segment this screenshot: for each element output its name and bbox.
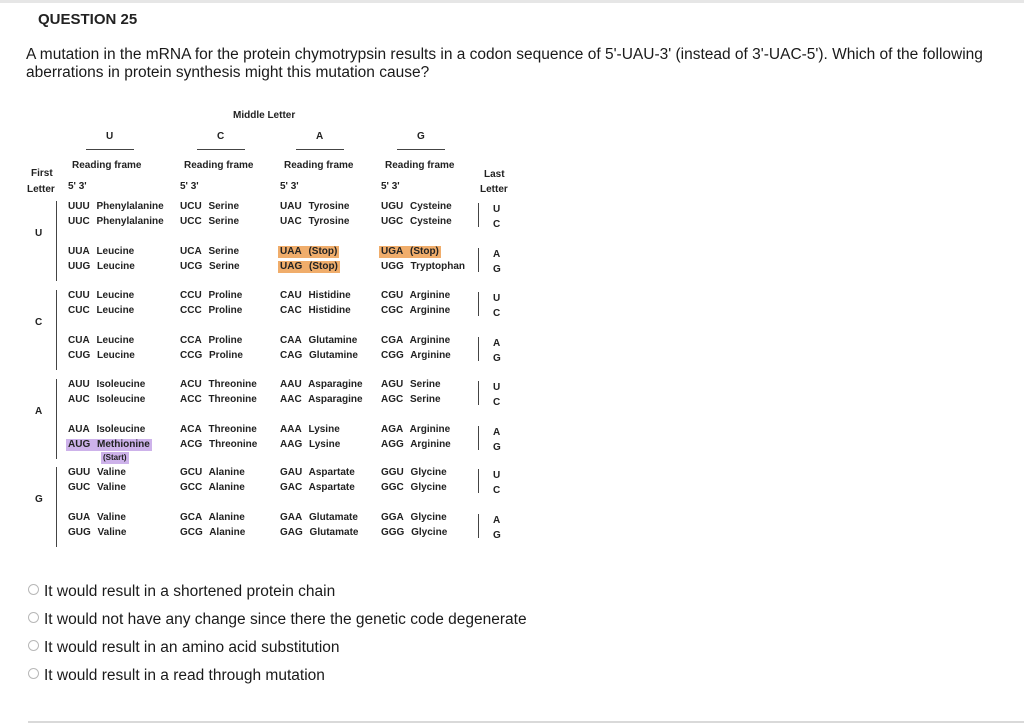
codon-cell [278, 246, 339, 258]
codon: UCC [180, 216, 202, 227]
amino-acid: Tyrosine [305, 216, 350, 227]
codon: GCU [180, 467, 203, 478]
codon: GUC [68, 482, 91, 493]
amino-acid: (Stop) [407, 246, 439, 257]
codon-cell [381, 394, 441, 406]
last-letter: C [493, 397, 501, 408]
amino-acid: Valine [94, 482, 126, 493]
codon: CUC [68, 305, 90, 316]
amino-acid: Aspartate [306, 482, 355, 493]
last-letter: A [493, 338, 501, 349]
codon-cell [68, 482, 126, 494]
amino-acid: Histidine [305, 290, 351, 301]
codon: UCU [180, 201, 202, 212]
codon: UUA [68, 246, 90, 257]
middle-letter-underline [197, 149, 245, 150]
middle-letter: C [217, 131, 225, 142]
amino-acid: Isoleucine [93, 424, 146, 435]
last-letter: G [493, 353, 501, 364]
codon: GAA [280, 512, 303, 523]
answer-option[interactable] [28, 638, 728, 658]
codon: CCG [180, 350, 203, 361]
last-letter: A [493, 427, 501, 438]
amino-acid: Phenylalanine [93, 216, 164, 227]
reading-direction-label: 5' 3' [68, 181, 87, 192]
amino-acid: Proline [205, 305, 243, 316]
codon: UCG [180, 261, 203, 272]
amino-acid: Glycine [408, 527, 448, 538]
amino-acid: Glutamine [305, 335, 358, 346]
codon-cell [180, 527, 245, 539]
codon-cell [381, 290, 450, 302]
codon: GGA [381, 512, 404, 523]
reading-direction-label: 5' 3' [180, 181, 199, 192]
codon-cell [180, 379, 257, 391]
amino-acid: Threonine [205, 394, 257, 405]
amino-acid: Arginine [407, 439, 451, 450]
amino-acid: Leucine [94, 261, 135, 272]
amino-acid: Asparagine [305, 394, 363, 405]
codon-cell [278, 261, 340, 273]
first-letter-bracket [56, 467, 57, 547]
reading-frame-label: Reading frame [385, 160, 455, 171]
reading-frame-label: Reading frame [284, 160, 354, 171]
codon: CCA [180, 335, 202, 346]
codon: GGU [381, 467, 404, 478]
amino-acid: Histidine [305, 305, 351, 316]
amino-acid: Glycine [407, 467, 447, 478]
codon-cell [68, 305, 134, 317]
codon-cell [381, 467, 447, 479]
middle-letter-underline [397, 149, 445, 150]
last-letter-bracket [478, 514, 479, 538]
codon: AGU [381, 379, 404, 390]
codon-cell [180, 482, 245, 494]
answer-option-label: It would not have any change since there the genetic code degenerate [44, 611, 527, 628]
codon: GCA [180, 512, 203, 523]
codon-cell [180, 512, 245, 524]
last-letter: G [493, 264, 501, 275]
codon-cell [180, 335, 242, 347]
codon-cell [381, 527, 447, 539]
codon-cell [280, 305, 351, 317]
last-letter: U [493, 382, 501, 393]
last-letter-bracket [478, 203, 479, 227]
codon: AAA [280, 424, 302, 435]
codon: UGC [381, 216, 404, 227]
codon: UUU [68, 201, 90, 212]
amino-acid: Leucine [93, 335, 135, 346]
codon-cell [381, 201, 452, 213]
codon-cell [68, 394, 145, 406]
codon: GCC [180, 482, 203, 493]
codon-cell [381, 335, 450, 347]
last-letter-bracket [478, 248, 479, 272]
amino-acid: Phenylalanine [93, 201, 164, 212]
codon-cell [68, 512, 126, 524]
codon-cell [180, 439, 257, 451]
codon: UGG [381, 261, 404, 272]
middle-letter: U [106, 131, 114, 142]
amino-acid: Leucine [93, 246, 135, 257]
codon: UAU [280, 201, 302, 212]
codon: AUC [68, 394, 90, 405]
codon-cell [68, 467, 126, 479]
codon-cell [381, 424, 450, 436]
codon-cell [280, 394, 363, 406]
codon-cell [381, 305, 450, 317]
codon: CUG [68, 350, 91, 361]
amino-acid: Arginine [407, 305, 451, 316]
answer-option-label: It would result in a read through mutation [44, 667, 325, 684]
codon-cell [379, 246, 441, 258]
codon-cell [381, 482, 447, 494]
codon: ACC [180, 394, 202, 405]
codon: CAA [280, 335, 302, 346]
codon: GAU [280, 467, 303, 478]
question-text: A mutation in the mRNA for the protein chymotrypsin results in a codon sequence of 5'-UAU-3' (instead of 3'-UAC-5'). Which of the following aberrations in protein synthesis might this mutation cause? [26, 46, 983, 81]
codon-cell [180, 424, 257, 436]
codon: GUG [68, 527, 91, 538]
amino-acid: Arginine [407, 290, 451, 301]
bottom-divider [28, 721, 1024, 723]
codon-cell [180, 201, 239, 213]
codon-cell [180, 305, 242, 317]
codon: AAC [280, 394, 302, 405]
codon: AGG [381, 439, 404, 450]
codon: CAC [280, 305, 302, 316]
codon: CUA [68, 335, 90, 346]
codon: AUG [68, 439, 91, 450]
amino-acid: Glutamine [306, 350, 358, 361]
amino-acid: Serine [205, 216, 240, 227]
last-letter-bracket [478, 337, 479, 361]
amino-acid: Proline [205, 290, 243, 301]
amino-acid: Isoleucine [93, 379, 146, 390]
codon: UAG [280, 261, 303, 272]
answer-option[interactable] [28, 610, 728, 630]
middle-letter: G [417, 131, 425, 142]
codon-cell [68, 335, 134, 347]
codon: CGU [381, 290, 404, 301]
last-letter: G [493, 530, 501, 541]
amino-acid: Leucine [93, 305, 135, 316]
codon-cell [180, 261, 240, 273]
codon-cell [180, 394, 257, 406]
last-letter: U [493, 293, 501, 304]
codon-cell [68, 290, 134, 302]
codon-cell [280, 482, 355, 494]
amino-acid: Serine [205, 201, 240, 212]
codon: GAC [280, 482, 303, 493]
amino-acid: (Stop) [306, 261, 338, 272]
amino-acid: Serine [407, 394, 441, 405]
answer-option[interactable] [28, 582, 728, 602]
codon-cell [180, 216, 239, 228]
codon-cell [280, 527, 358, 539]
middle-letter: A [316, 131, 324, 142]
amino-acid: Valine [94, 512, 126, 523]
codon: CAU [280, 290, 302, 301]
amino-acid: Glutamate [306, 527, 359, 538]
amino-acid: Valine [94, 527, 127, 538]
amino-acid: Methionine [94, 439, 150, 450]
amino-acid: Leucine [94, 350, 135, 361]
amino-acid: Leucine [93, 290, 135, 301]
amino-acid: Cysteine [407, 216, 452, 227]
codon: ACA [180, 424, 202, 435]
amino-acid: Isoleucine [93, 394, 146, 405]
answer-option[interactable] [28, 666, 728, 686]
last-letter-bracket [478, 426, 479, 450]
codon-cell [66, 439, 152, 451]
codon: AUA [68, 424, 90, 435]
last-letter: C [493, 485, 501, 496]
amino-acid: Serine [206, 261, 240, 272]
radio-button[interactable] [28, 584, 39, 595]
codon-cell [381, 439, 451, 451]
amino-acid: Tyrosine [305, 201, 350, 212]
codon: AAG [280, 439, 303, 450]
last-letter-label: Last [484, 169, 505, 180]
amino-acid: Arginine [407, 335, 451, 346]
amino-acid: Threonine [206, 439, 258, 450]
middle-letter-underline [296, 149, 344, 150]
last-letter-bracket [478, 469, 479, 493]
codon: UCA [180, 246, 202, 257]
amino-acid: Tryptophan [407, 261, 466, 272]
first-letter: U [35, 228, 43, 239]
codon-cell [381, 216, 452, 228]
codon-cell [68, 246, 134, 258]
codon-cell [280, 335, 357, 347]
codon-cell [180, 350, 243, 362]
amino-acid: Arginine [407, 350, 451, 361]
reading-frame-label: Reading frame [184, 160, 254, 171]
reading-direction-label: 5' 3' [381, 181, 400, 192]
last-letter: A [493, 515, 501, 526]
codon-cell [68, 379, 145, 391]
amino-acid: Lysine [306, 439, 341, 450]
codon: CCC [180, 305, 202, 316]
codon: GUA [68, 512, 91, 523]
last-letter: U [493, 204, 501, 215]
last-letter: U [493, 470, 501, 481]
codon: ACG [180, 439, 203, 450]
codon: AUU [68, 379, 90, 390]
amino-acid: Cysteine [407, 201, 452, 212]
codon-cell [280, 290, 351, 302]
codon: UAA [280, 246, 302, 257]
codon-cell [68, 216, 164, 228]
amino-acid: Alanine [206, 467, 245, 478]
codon: UUG [68, 261, 91, 272]
middle-letter-title: Middle Letter [233, 110, 296, 121]
reading-direction-label: 5' 3' [280, 181, 299, 192]
last-letter: C [493, 219, 501, 230]
codon-cell [280, 379, 363, 391]
first-letter-bracket [56, 201, 57, 281]
amino-acid: Glycine [407, 512, 447, 523]
amino-acid: Alanine [206, 512, 245, 523]
question-title: QUESTION 25 [38, 11, 138, 28]
first-letter-label: Letter [27, 184, 55, 195]
answer-option-label: It would result in an amino acid substitution [44, 639, 340, 656]
amino-acid: Lysine [305, 424, 340, 435]
radio-button[interactable] [28, 668, 39, 679]
codon-cell [381, 350, 451, 362]
codon: CCU [180, 290, 202, 301]
codon: UAC [280, 216, 302, 227]
amino-acid: Alanine [206, 482, 245, 493]
amino-acid: Serine [205, 246, 240, 257]
codon-cell [68, 201, 164, 213]
last-letter-label: Letter [480, 184, 508, 195]
codon-cell [280, 512, 358, 524]
amino-acid: Arginine [407, 424, 451, 435]
first-letter-bracket [56, 379, 57, 459]
codon-cell [381, 512, 447, 524]
amino-acid: Threonine [205, 424, 257, 435]
answer-option-label: It would result in a shortened protein chain [44, 583, 336, 600]
amino-acid: Aspartate [306, 467, 355, 478]
first-letter-bracket [56, 290, 57, 370]
amino-acid: Alanine [206, 527, 246, 538]
codon: GGC [381, 482, 404, 493]
codon-cell [280, 439, 340, 451]
codon: GGG [381, 527, 405, 538]
codon-cell [280, 467, 355, 479]
codon-cell [180, 467, 245, 479]
codon: GUU [68, 467, 91, 478]
last-letter-bracket [478, 292, 479, 316]
first-letter: G [35, 494, 43, 505]
codon-cell [180, 246, 239, 258]
codon-cell [381, 379, 441, 391]
start-note: (Start) [103, 453, 127, 462]
amino-acid: (Stop) [305, 246, 338, 257]
codon: UGU [381, 201, 404, 212]
last-letter: A [493, 249, 501, 260]
amino-acid: Glycine [407, 482, 447, 493]
radio-button[interactable] [28, 612, 39, 623]
codon: CGG [381, 350, 404, 361]
codon: CUU [68, 290, 90, 301]
codon: UUC [68, 216, 90, 227]
codon-cell [180, 290, 242, 302]
amino-acid: Threonine [205, 379, 257, 390]
codon-cell [68, 350, 135, 362]
amino-acid: Proline [206, 350, 243, 361]
codon-cell [68, 527, 126, 539]
codon-cell [280, 350, 358, 362]
first-letter: A [35, 406, 43, 417]
first-letter-label: First [31, 168, 53, 179]
codon: AAU [280, 379, 302, 390]
codon: UGA [381, 246, 404, 257]
codon-cell [280, 201, 349, 213]
codon-cell [381, 261, 465, 273]
codon-cell [68, 424, 145, 436]
amino-acid: Serine [407, 379, 441, 390]
codon: ACU [180, 379, 202, 390]
codon: AGA [381, 424, 404, 435]
codon-cell [280, 424, 340, 436]
last-letter: G [493, 442, 501, 453]
amino-acid: Glutamate [306, 512, 358, 523]
codon-cell [280, 216, 349, 228]
middle-letter-underline [86, 149, 134, 150]
amino-acid: Valine [94, 467, 126, 478]
codon: GCG [180, 527, 203, 538]
last-letter-bracket [478, 381, 479, 405]
last-letter: C [493, 308, 501, 319]
codon: GAG [280, 527, 303, 538]
codon: CGC [381, 305, 404, 316]
amino-acid: Proline [205, 335, 243, 346]
codon: CGA [381, 335, 404, 346]
reading-frame-label: Reading frame [72, 160, 142, 171]
first-letter: C [35, 317, 43, 328]
codon-cell [68, 261, 135, 273]
amino-acid: Asparagine [305, 379, 363, 390]
codon: CAG [280, 350, 303, 361]
radio-button[interactable] [28, 640, 39, 651]
codon: AGC [381, 394, 404, 405]
